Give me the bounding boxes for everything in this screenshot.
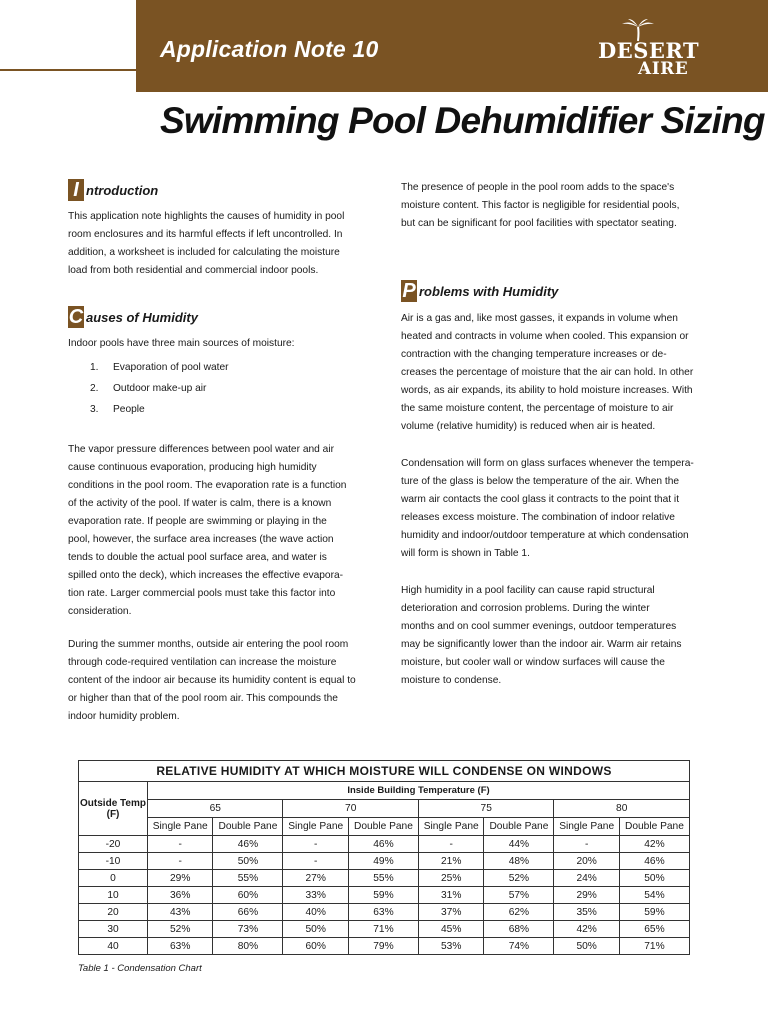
- outside-temp-cell: -20: [79, 836, 148, 853]
- text-line: tends to double the actual pool surface area, and water is: [68, 552, 327, 563]
- logo-word-aire: AIRE: [638, 59, 689, 79]
- humidity-cell: 29%: [554, 887, 619, 904]
- pane-header: Double Pane: [484, 818, 554, 836]
- humidity-cell: 50%: [619, 870, 689, 887]
- text-line: through code-required ventilation can increase the moisture: [68, 657, 337, 668]
- text-line: creases the percentage of moisture that the air can hold. In other: [401, 367, 694, 378]
- pane-header: Single Pane: [418, 818, 483, 836]
- table-row: [79, 904, 690, 921]
- condensation-table: [78, 760, 690, 955]
- humidity-cell: -: [418, 836, 483, 853]
- text-line: cause continuous evaporation, producing high humidity: [68, 462, 317, 473]
- text-line: Air is a gas and, like most gasses, it expands in volume when: [401, 313, 678, 324]
- air-gas-paragraph: [401, 310, 693, 436]
- table-row: [79, 887, 690, 904]
- humidity-cell: 50%: [283, 921, 348, 938]
- humidity-cell: 48%: [484, 853, 554, 870]
- text-line: ture of the glass is below the temperature of the air. When the: [401, 476, 680, 487]
- humidity-cell: 59%: [619, 904, 689, 921]
- summer-paragraph: [68, 636, 356, 726]
- humidity-cell: 43%: [148, 904, 213, 921]
- table-caption: Table 1 - Condensation Chart: [78, 963, 202, 974]
- humidity-cell: 21%: [418, 853, 483, 870]
- pane-header: Double Pane: [619, 818, 689, 836]
- humidity-cell: 60%: [213, 887, 283, 904]
- text-line: may be significantly lower than the indoor air. Warm air retains: [401, 639, 682, 650]
- temp-column-header: 75: [418, 800, 553, 818]
- header-rule: [0, 69, 136, 71]
- condensation-table-body: [79, 836, 690, 955]
- logo-word-desert: DESERT: [598, 38, 700, 63]
- people-paragraph: [401, 179, 679, 233]
- condensation-paragraph: [401, 455, 694, 563]
- text-line: humidity and indoor/outdoor temperature at which condensation: [401, 530, 689, 541]
- pane-header: Single Pane: [283, 818, 348, 836]
- pane-header: Single Pane: [148, 818, 213, 836]
- text-line: The vapor pressure differences between pool water and air: [68, 444, 334, 455]
- humidity-cell: 55%: [348, 870, 418, 887]
- humidity-cell: 46%: [213, 836, 283, 853]
- humidity-cell: -: [148, 836, 213, 853]
- humidity-cell: -: [283, 836, 348, 853]
- outside-temp-cell: 40: [79, 938, 148, 955]
- table-row: [79, 938, 690, 955]
- section-heading-problems: [401, 280, 558, 302]
- section-heading-text: ntroduction: [86, 182, 159, 198]
- humidity-cell: 80%: [213, 938, 283, 955]
- humidity-cell: 52%: [148, 921, 213, 938]
- text-line: tion rate. Larger commercial pools must take this factor into: [68, 588, 336, 599]
- desert-aire-logo: [592, 18, 700, 82]
- humidity-cell: 46%: [348, 836, 418, 853]
- humidity-cell: 20%: [554, 853, 619, 870]
- humidity-cell: 68%: [484, 921, 554, 938]
- text-line: addition, a worksheet is included for calculating the moisture: [68, 247, 340, 258]
- text-line: deterioration and corrosion problems. During the winter: [401, 603, 650, 614]
- text-line: heated and contracts in volume when cooled. This expansion or: [401, 331, 689, 342]
- humidity-cell: 24%: [554, 870, 619, 887]
- outside-temp-cell: -10: [79, 853, 148, 870]
- outside-temp-cell: 10: [79, 887, 148, 904]
- text-line: evaporation rate. If people are swimming or playing in the: [68, 516, 327, 527]
- temp-column-header: 70: [283, 800, 418, 818]
- humidity-cell: 60%: [283, 938, 348, 955]
- text-line: or higher than that of the pool room air. This compounds the: [68, 693, 338, 704]
- humidity-cell: 79%: [348, 938, 418, 955]
- text-line: moisture content. This factor is negligible for residential pools,: [401, 200, 680, 211]
- text-line: This application note highlights the causes of humidity in pool: [68, 211, 345, 222]
- outside-temp-header: Outside Temp (F): [79, 782, 148, 836]
- drop-cap: I: [68, 179, 84, 201]
- text-line: of the activity of the pool. If water is calm, there is a known: [68, 498, 332, 509]
- humidity-cell: -: [148, 853, 213, 870]
- list-item: 2. Outdoor make-up air: [90, 383, 207, 394]
- condensation-table-wrap: [78, 760, 690, 955]
- pane-header: Double Pane: [348, 818, 418, 836]
- humidity-cell: 50%: [213, 853, 283, 870]
- table-row: [79, 921, 690, 938]
- humidity-cell: 31%: [418, 887, 483, 904]
- humidity-cell: 63%: [148, 938, 213, 955]
- section-heading-text: roblems with Humidity: [419, 283, 559, 299]
- section-heading-introduction: [68, 179, 158, 201]
- table-row: [79, 836, 690, 853]
- text-line: contraction with the changing temperature increases or de-: [401, 349, 667, 360]
- text-line: months and on cool summer evenings, outdoor temperatures: [401, 621, 677, 632]
- text-line: moisture to condense.: [401, 675, 502, 686]
- humidity-cell: 37%: [418, 904, 483, 921]
- humidity-cell: 55%: [213, 870, 283, 887]
- humidity-cell: 25%: [418, 870, 483, 887]
- text-line: but can be significant for pool facilities with spectator seating.: [401, 218, 677, 229]
- humidity-cell: 65%: [619, 921, 689, 938]
- humidity-cell: 40%: [283, 904, 348, 921]
- pane-header: Double Pane: [213, 818, 283, 836]
- moisture-sources-list: [90, 357, 229, 420]
- text-line: consideration.: [68, 606, 132, 617]
- humidity-cell: 52%: [484, 870, 554, 887]
- humidity-cell: 49%: [348, 853, 418, 870]
- introduction-paragraph: [68, 208, 344, 280]
- table-row: [79, 870, 690, 887]
- text-line: words, as air expands, its ability to hold moisture increases. With: [401, 385, 693, 396]
- humidity-cell: -: [283, 853, 348, 870]
- table-row: [79, 853, 690, 870]
- text-line: moisture, but cooler wall or window surfaces will cause the: [401, 657, 665, 668]
- humidity-cell: 45%: [418, 921, 483, 938]
- humidity-cell: 42%: [554, 921, 619, 938]
- humidity-cell: 35%: [554, 904, 619, 921]
- temp-column-header: 65: [148, 800, 283, 818]
- text-line: load from both residential and commercial indoor pools.: [68, 265, 319, 276]
- text-line: will form is shown in Table 1.: [401, 548, 530, 559]
- humidity-cell: 62%: [484, 904, 554, 921]
- vapor-pressure-paragraph: [68, 441, 346, 621]
- outside-temp-cell: 30: [79, 921, 148, 938]
- text-line: the same moisture content, the percentage of moisture to air: [401, 403, 674, 414]
- humidity-cell: 44%: [484, 836, 554, 853]
- outside-temp-cell: 20: [79, 904, 148, 921]
- temp-column-header: 80: [554, 800, 690, 818]
- section-heading-causes: [68, 306, 198, 328]
- humidity-cell: 27%: [283, 870, 348, 887]
- humidity-cell: 29%: [148, 870, 213, 887]
- humidity-cell: 50%: [554, 938, 619, 955]
- humidity-cell: 36%: [148, 887, 213, 904]
- application-note-label: Application Note 10: [160, 36, 379, 62]
- humidity-cell: 66%: [213, 904, 283, 921]
- text-line: spilled onto the deck), which increases the effective evapora-: [68, 570, 344, 581]
- humidity-cell: 46%: [619, 853, 689, 870]
- humidity-cell: 59%: [348, 887, 418, 904]
- drop-cap: P: [402, 280, 416, 302]
- drop-cap: C: [68, 306, 84, 328]
- text-line: warm air contacts the cool glass it contracts to the point that it: [401, 494, 680, 505]
- text-line: pool, however, the surface area increases (the wave action: [68, 534, 334, 545]
- list-item: 1. Evaporation of pool water: [90, 362, 229, 373]
- page-title: Swimming Pool Dehumidifier Sizing: [160, 100, 765, 141]
- text-line: Condensation will form on glass surfaces whenever the tempera-: [401, 458, 694, 469]
- humidity-cell: -: [554, 836, 619, 853]
- text-line: volume (relative humidity) is reduced when air is heated.: [401, 421, 656, 432]
- table-heading: RELATIVE HUMIDITY AT WHICH MOISTURE WILL CONDENSE ON WINDOWS: [79, 761, 690, 782]
- humidity-cell: 33%: [283, 887, 348, 904]
- text-line: During the summer months, outside air entering the pool room: [68, 639, 349, 650]
- humidity-cell: 63%: [348, 904, 418, 921]
- humidity-cell: 71%: [619, 938, 689, 955]
- list-item: 3. People: [90, 404, 145, 415]
- high-humidity-paragraph: [401, 582, 681, 690]
- text-line: indoor humidity problem.: [68, 711, 180, 722]
- inside-temp-header: Inside Building Temperature (F): [148, 782, 690, 800]
- humidity-cell: 53%: [418, 938, 483, 955]
- text-line: The presence of people in the pool room adds to the space's: [401, 182, 675, 193]
- humidity-cell: 74%: [484, 938, 554, 955]
- text-line: conditions in the pool room. The evaporation rate is a function: [68, 480, 347, 491]
- humidity-cell: 73%: [213, 921, 283, 938]
- text-line: content of the indoor air because its humidity content is equal to: [68, 675, 356, 686]
- text-line: releases excess moisture. The combination of indoor relative: [401, 512, 675, 523]
- humidity-cell: 57%: [484, 887, 554, 904]
- pane-header: Single Pane: [554, 818, 619, 836]
- text-line: room enclosures and its harmful effects if left uncontrolled. In: [68, 229, 343, 240]
- text-line: High humidity in a pool facility can cause rapid structural: [401, 585, 655, 596]
- causes-intro: Indoor pools have three main sources of moisture:: [68, 338, 295, 349]
- humidity-cell: 71%: [348, 921, 418, 938]
- section-heading-text: auses of Humidity: [86, 309, 198, 325]
- outside-temp-cell: 0: [79, 870, 148, 887]
- humidity-cell: 42%: [619, 836, 689, 853]
- humidity-cell: 54%: [619, 887, 689, 904]
